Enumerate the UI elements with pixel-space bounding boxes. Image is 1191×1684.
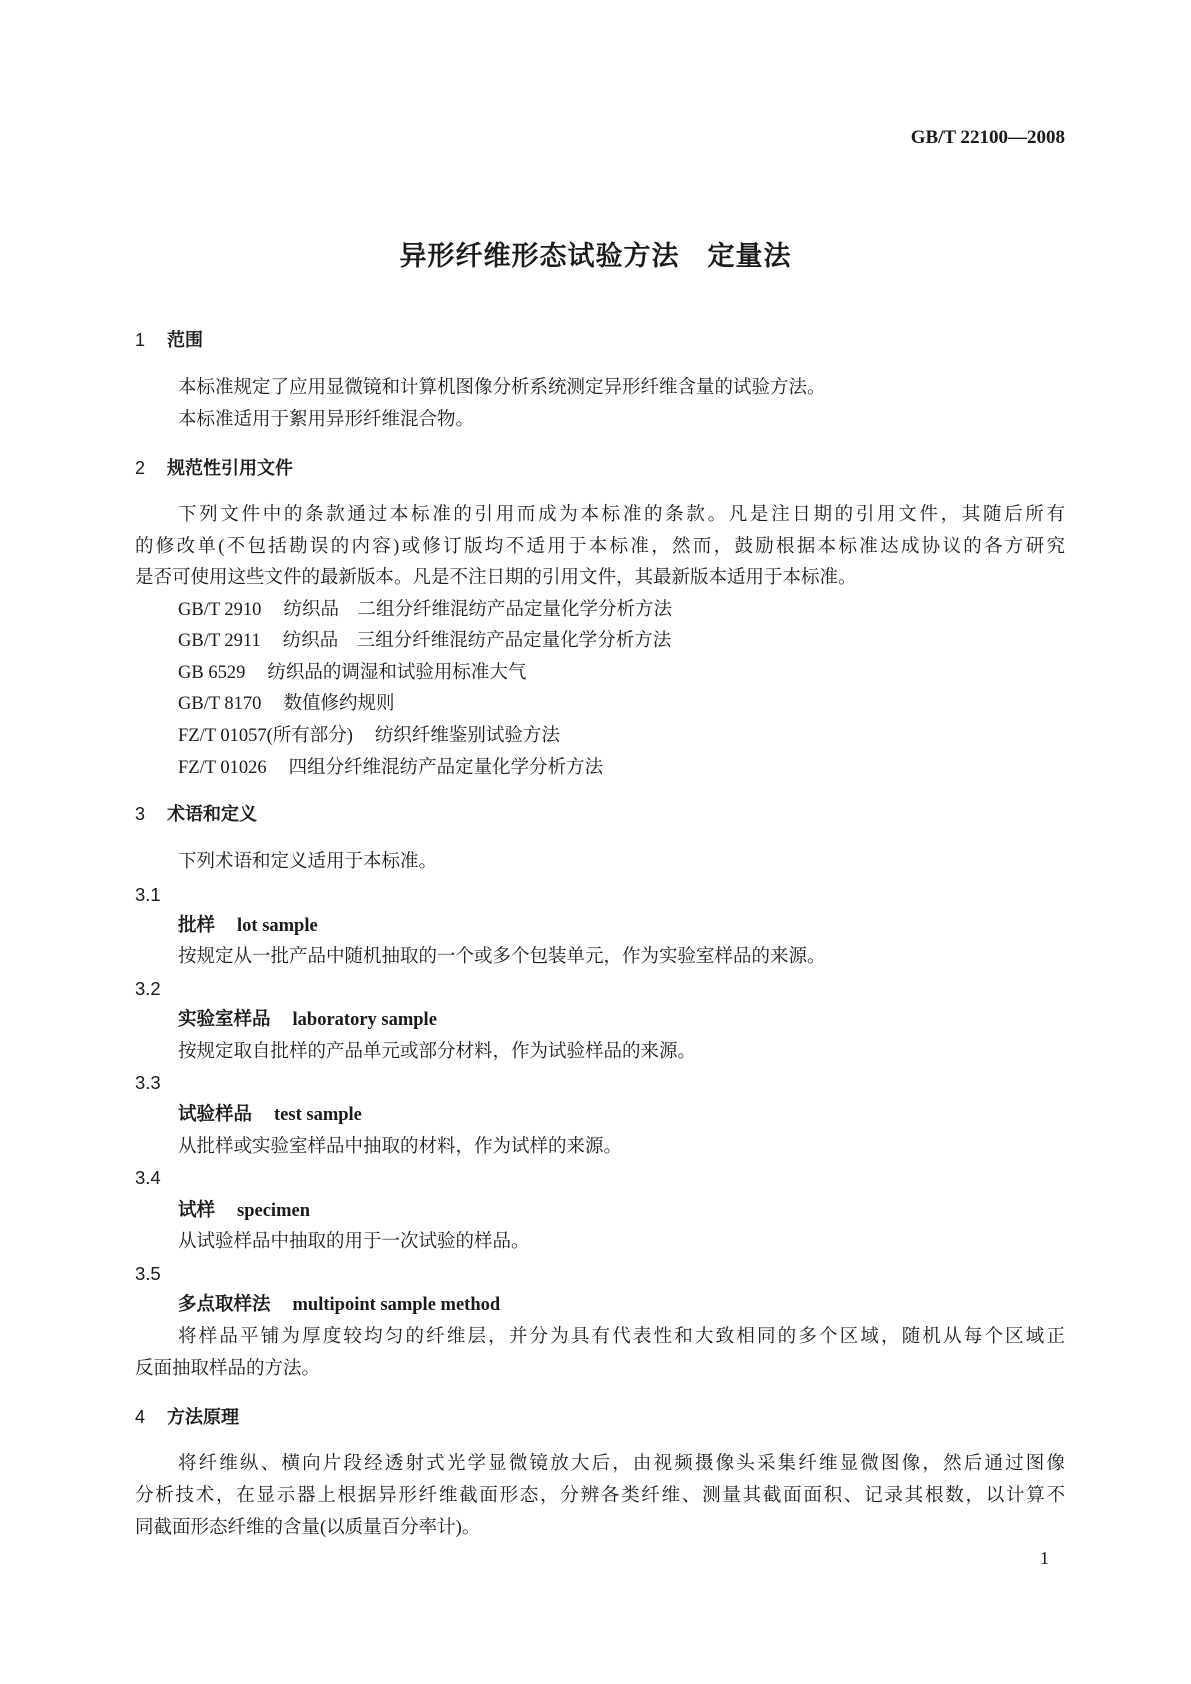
page-number: 1 <box>1040 1548 1049 1568</box>
standard-number: GB/T 22100—2008 <box>910 127 1065 148</box>
term-number: 3.2 <box>135 978 161 999</box>
document-title: 异形纤维形态试验方法 定量法 <box>399 241 792 271</box>
term-heading: 试验样品 test sample <box>178 1105 362 1125</box>
term-definition: 按规定从一批产品中随机抽取的一个或多个包装单元，作为实验室样品的来源。 <box>178 947 826 967</box>
section-4-heading: 4 方法原理 <box>135 1407 239 1427</box>
term-definition: 反面抽取样品的方法。 <box>135 1359 321 1379</box>
paragraph: 本标准规定了应用显微镜和计算机图像分析系统测定异形纤维含量的试验方法。 <box>178 378 826 398</box>
term-heading: 实验室样品 laboratory sample <box>178 1010 437 1030</box>
reference-item: GB/T 2910 纺织品 二组分纤维混纺产品定量化学分析方法 <box>178 600 672 620</box>
term-definition: 从批样或实验室样品中抽取的材料，作为试样的来源。 <box>178 1137 623 1157</box>
reference-item: GB/T 8170 数值修约规则 <box>178 694 395 714</box>
term-heading: 批样 lot sample <box>178 916 318 936</box>
reference-item: GB/T 2911 纺织品 三组分纤维混纺产品定量化学分析方法 <box>178 631 672 651</box>
reference-item: FZ/T 01026 四组分纤维混纺产品定量化学分析方法 <box>178 758 604 778</box>
term-definition: 从试验样品中抽取的用于一次试验的样品。 <box>178 1232 530 1252</box>
reference-item: FZ/T 01057(所有部分) 纺织纤维鉴别试验方法 <box>178 726 560 746</box>
term-heading: 试样 specimen <box>178 1201 310 1221</box>
term-number: 3.5 <box>135 1263 161 1284</box>
section-2-heading: 2 规范性引用文件 <box>135 458 293 478</box>
term-number: 3.4 <box>135 1167 161 1188</box>
term-heading: 多点取样法 multipoint sample method <box>178 1295 501 1315</box>
paragraph-line: 下列文件中的条款通过本标准的引用而成为本标准的条款。凡是注日期的引用文件，其随后所有 <box>178 505 1065 525</box>
paragraph-line: 的修改单(不包括勘误的内容)或修订版均不适用于本标准，然而，鼓励根据本标准达成协议的各方研究 <box>135 537 1065 557</box>
paragraph: 下列术语和定义适用于本标准。 <box>178 852 438 872</box>
term-definition: 按规定取自批样的产品单元或部分材料，作为试验样品的来源。 <box>178 1042 697 1062</box>
paragraph-line: 是否可使用这些文件的最新版本。凡是不注日期的引用文件，其最新版本适用于本标准。 <box>135 568 857 588</box>
term-number: 3.3 <box>135 1072 161 1093</box>
paragraph-line: 分析技术，在显示器上根据异形纤维截面形态，分辨各类纤维、测量其截面面积、记录其根数，以计算不 <box>135 1486 1065 1506</box>
term-number: 3.1 <box>135 884 161 905</box>
paragraph: 本标准适用于絮用异形纤维混合物。 <box>178 410 475 430</box>
paragraph-line: 同截面形态纤维的含量(以质量百分率计)。 <box>135 1518 481 1538</box>
term-definition: 将样品平铺为厚度较均匀的纤维层，并分为具有代表性和大致相同的多个区域，随机从每个区域正 <box>178 1327 1065 1347</box>
paragraph-line: 将纤维纵、横向片段经透射式光学显微镜放大后，由视频摄像头采集纤维显微图像，然后通过图像 <box>178 1454 1065 1474</box>
section-3-heading: 3 术语和定义 <box>135 804 257 824</box>
section-1-heading: 1 范围 <box>135 330 203 350</box>
reference-item: GB 6529 纺织品的调湿和试验用标准大气 <box>178 663 527 683</box>
